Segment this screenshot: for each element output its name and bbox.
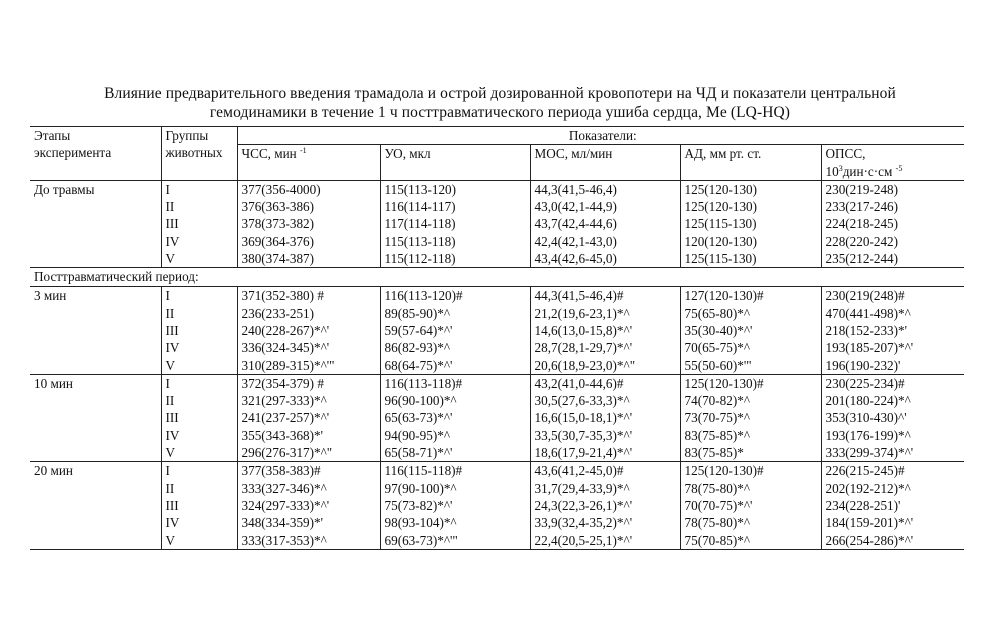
co-cell: 33,9(32,4-35,2)*^' — [530, 514, 680, 531]
table-row — [30, 427, 964, 444]
table-row — [30, 480, 964, 497]
co-cell: 33,5(30,7-35,3)*^' — [530, 427, 680, 444]
hr-cell: 333(317-353)*^ — [237, 532, 380, 550]
group-cell: II — [161, 198, 237, 215]
co-cell: 24,3(22,3-26,1)*^' — [530, 497, 680, 514]
sv-cell: 97(90-100)*^ — [380, 480, 530, 497]
hr-header-text: ЧСС, мин — [241, 146, 297, 162]
bp-cell: 78(75-80)*^ — [680, 480, 821, 497]
bp-cell: 35(30-40)*^' — [680, 322, 821, 339]
bp-cell: 120(120-130) — [680, 233, 821, 250]
group-cell: I — [161, 180, 237, 198]
sv-cell: 86(82-93)*^ — [380, 339, 530, 356]
tpr-cell: 230(219(248)# — [821, 287, 964, 305]
tpr-header-mid: дин·с·см — [842, 163, 893, 179]
tpr-cell: 333(299-374)*^' — [825, 445, 914, 461]
period-row — [30, 268, 964, 287]
group-cell: I — [161, 287, 237, 305]
table-row — [30, 233, 964, 250]
sv-cell: 65(63-73)*^' — [380, 409, 530, 426]
bp-header: АД, мм рт. ст. — [680, 145, 821, 181]
co-cell: 18,6(17,9-21,4)*^' — [530, 444, 680, 462]
group-header-line-2: животных — [165, 145, 223, 161]
group-cell: IV — [161, 427, 237, 444]
tpr-cell: 184(159-201)*^' — [825, 515, 914, 531]
tpr-cell: 266(254-286)*^' — [821, 532, 964, 550]
tpr-cell: 193(185-207)*^' — [825, 340, 914, 356]
table-row — [30, 287, 964, 305]
hr-cell: 241(237-257)*^' — [237, 409, 380, 426]
bp-cell: 125(120-130) — [680, 198, 821, 215]
co-cell: 31,7(29,4-33,9)*^ — [530, 480, 680, 497]
sv-cell: 117(114-118) — [380, 215, 530, 232]
sv-cell: 115(112-118) — [380, 250, 530, 268]
co-cell: 28,7(28,1-29,7)*^' — [530, 339, 680, 356]
bp-cell: 83(75-85)*^ — [680, 427, 821, 444]
group-cell: V — [161, 532, 237, 550]
stage-cell: 3 мин — [30, 287, 161, 374]
tpr-header-line-1: ОПСС, — [825, 146, 866, 162]
co-cell: 43,7(42,4-44,6) — [530, 215, 680, 232]
hr-cell: 324(297-333)*^' — [237, 497, 380, 514]
table-row — [30, 374, 964, 392]
tpr-cell: 196(190-232)' — [825, 357, 901, 373]
group-cell: III — [161, 409, 237, 426]
hr-cell: 369(364-376) — [237, 233, 380, 250]
sv-cell: 65(58-71)*^' — [380, 444, 530, 462]
sv-cell: 68(64-75)*^' — [380, 357, 530, 375]
table-row — [30, 532, 964, 550]
sv-cell: 116(113-118)# — [380, 374, 530, 392]
hr-cell: 240(228-267)*^' — [237, 322, 380, 339]
hr-cell: 336(324-345)*^' — [237, 339, 380, 356]
stage-header-line-2: эксперимента — [34, 145, 112, 161]
co-cell: 30,5(27,6-33,3)*^ — [530, 392, 680, 409]
co-cell: 43,0(42,1-44,9) — [530, 198, 680, 215]
co-cell: 22,4(20,5-25,1)*^' — [530, 532, 680, 550]
bp-cell: 125(120-130) — [680, 180, 821, 198]
tpr-header — [821, 145, 964, 181]
table-row — [30, 198, 964, 215]
group-cell: II — [161, 392, 237, 409]
sv-cell: 89(85-90)*^ — [380, 305, 530, 322]
co-header: МОС, мл/мин — [530, 145, 680, 181]
stage-header-line-1: Этапы — [34, 128, 71, 143]
tpr-cell: 234(228-251)' — [825, 497, 901, 513]
group-cell: III — [161, 215, 237, 232]
bp-cell: 125(120-130)# — [680, 462, 821, 480]
stage-cell: До травмы — [30, 180, 161, 267]
group-cell: III — [161, 322, 237, 339]
period-label: Посттравматический период: — [30, 268, 964, 287]
group-cell: IV — [161, 514, 237, 531]
co-cell: 43,4(42,6-45,0) — [530, 250, 680, 268]
stage-cell: 20 мин — [30, 462, 161, 549]
title-line-2: гемодинамики в течение 1 ч посттравматического периода ушиба сердца, Me (LQ-HQ) — [209, 104, 791, 121]
tpr-cell: 230(219-248) — [821, 180, 964, 198]
hr-cell: 355(343-368)*' — [237, 427, 380, 444]
hr-cell: 377(358-383)# — [237, 462, 380, 480]
co-cell: 44,3(41,5-46,4)# — [530, 287, 680, 305]
tpr-cell: 230(225-234)# — [821, 374, 964, 392]
hr-cell: 371(352-380) # — [237, 287, 380, 305]
tpr-cell: 470(441-498)*^ — [825, 305, 911, 321]
group-cell: V — [161, 444, 237, 462]
sv-cell: 75(73-82)*^' — [380, 497, 530, 514]
bp-cell: 83(75-85)* — [680, 444, 821, 462]
tpr-header-pre: 10 — [825, 163, 839, 179]
co-cell: 16,6(15,0-18,1)*^' — [530, 409, 680, 426]
table-row — [30, 250, 964, 268]
sv-cell: 116(114-117) — [380, 198, 530, 215]
bp-cell: 74(70-82)*^ — [680, 392, 821, 409]
table-row — [30, 215, 964, 232]
bp-cell: 125(115-130) — [680, 215, 821, 232]
group-cell: I — [161, 374, 237, 392]
bp-cell: 75(70-85)*^ — [680, 532, 821, 550]
tpr-cell: 233(217-246) — [825, 199, 899, 215]
sv-cell: 96(90-100)*^ — [380, 392, 530, 409]
table-row — [30, 339, 964, 356]
co-cell: 43,2(41,0-44,6)# — [530, 374, 680, 392]
tpr-cell: 201(180-224)*^ — [825, 393, 911, 409]
table-row — [30, 409, 964, 426]
hr-cell: 333(327-346)*^ — [237, 480, 380, 497]
bp-cell: 75(65-80)*^ — [680, 305, 821, 322]
tpr-header-sup-1: 3 — [838, 163, 843, 173]
sv-cell: 115(113-118) — [380, 233, 530, 250]
hr-header-sup: -1 — [300, 146, 307, 156]
table-row — [30, 180, 964, 198]
hr-cell: 377(356-4000) — [237, 180, 380, 198]
bp-cell: 70(65-75)*^ — [680, 339, 821, 356]
hr-cell: 236(233-251) — [237, 305, 380, 322]
tpr-cell: 228(220-242) — [825, 233, 899, 249]
bp-cell: 73(70-75)*^ — [680, 409, 821, 426]
table-row — [30, 392, 964, 409]
group-cell: III — [161, 497, 237, 514]
table-row — [30, 357, 964, 375]
group-header — [161, 127, 237, 181]
co-cell: 44,3(41,5-46,4) — [530, 180, 680, 198]
co-cell: 43,6(41,2-45,0)# — [530, 462, 680, 480]
co-cell: 20,6(18,9-23,0)*^" — [530, 357, 680, 375]
group-cell: I — [161, 462, 237, 480]
co-cell: 14,6(13,0-15,8)*^' — [530, 322, 680, 339]
sv-cell: 116(115-118)# — [380, 462, 530, 480]
tpr-cell: 353(310-430)^' — [825, 410, 907, 426]
table-row — [30, 497, 964, 514]
sv-cell: 59(57-64)*^' — [380, 322, 530, 339]
hr-cell: 321(297-333)*^ — [237, 392, 380, 409]
tpr-header-line-2 — [826, 163, 965, 180]
tpr-header-sup-2: -5 — [895, 163, 903, 173]
header-row-1 — [30, 127, 964, 145]
group-cell: IV — [161, 233, 237, 250]
co-cell: 21,2(19,6-23,1)*^ — [530, 305, 680, 322]
hr-cell: 348(334-359)*' — [237, 514, 380, 531]
hr-cell: 376(363-386) — [237, 198, 380, 215]
tpr-cell: 226(215-245)# — [821, 462, 964, 480]
sv-cell: 115(113-120) — [380, 180, 530, 198]
group-cell: V — [161, 250, 237, 268]
bp-cell: 125(115-130) — [680, 250, 821, 268]
group-cell: II — [161, 480, 237, 497]
stage-cell: 10 мин — [30, 374, 161, 461]
group-cell: IV — [161, 339, 237, 356]
tpr-cell: 218(152-233)*' — [825, 322, 907, 338]
table-title — [30, 84, 970, 122]
stage-header — [30, 127, 161, 181]
table-row — [30, 514, 964, 531]
table-row — [30, 444, 964, 462]
bp-cell: 127(120-130)# — [680, 287, 821, 305]
co-cell: 42,4(42,1-43,0) — [530, 233, 680, 250]
table-row — [30, 462, 964, 480]
bp-cell: 125(120-130)# — [680, 374, 821, 392]
table-row — [30, 305, 964, 322]
sv-cell: 69(63-73)*^'" — [380, 532, 530, 550]
group-cell: II — [161, 305, 237, 322]
bp-cell: 78(75-80)*^ — [680, 514, 821, 531]
sv-cell: 98(93-104)*^ — [380, 514, 530, 531]
bp-cell: 70(70-75)*^' — [680, 497, 821, 514]
hr-cell: 378(373-382) — [237, 215, 380, 232]
tpr-cell: 202(192-212)*^ — [825, 480, 911, 496]
bp-cell: 55(50-60)*'" — [680, 357, 821, 375]
results-table — [30, 126, 964, 550]
group-cell: V — [161, 357, 237, 375]
sv-cell: 116(113-120)# — [380, 287, 530, 305]
hr-cell: 296(276-317)*^" — [237, 444, 380, 462]
tpr-cell: 235(212-244) — [825, 251, 899, 267]
sv-header: УО, мкл — [380, 145, 530, 181]
hr-cell: 380(374-387) — [237, 250, 380, 268]
table-row — [30, 322, 964, 339]
indicators-header: Показатели: — [237, 127, 964, 145]
hr-cell: 310(289-315)*^'" — [237, 357, 380, 375]
hr-header — [237, 145, 380, 181]
sv-cell: 94(90-95)*^ — [380, 427, 530, 444]
tpr-cell: 224(218-245) — [825, 216, 899, 232]
title-line-1: Влияние предварительного введения трамадола и острой дозированной кровопотери на ЧД и показатели центральной — [104, 85, 896, 102]
hr-cell: 372(354-379) # — [237, 374, 380, 392]
tpr-cell: 193(176-199)*^ — [825, 427, 911, 443]
group-header-line-1: Группы — [165, 128, 209, 143]
